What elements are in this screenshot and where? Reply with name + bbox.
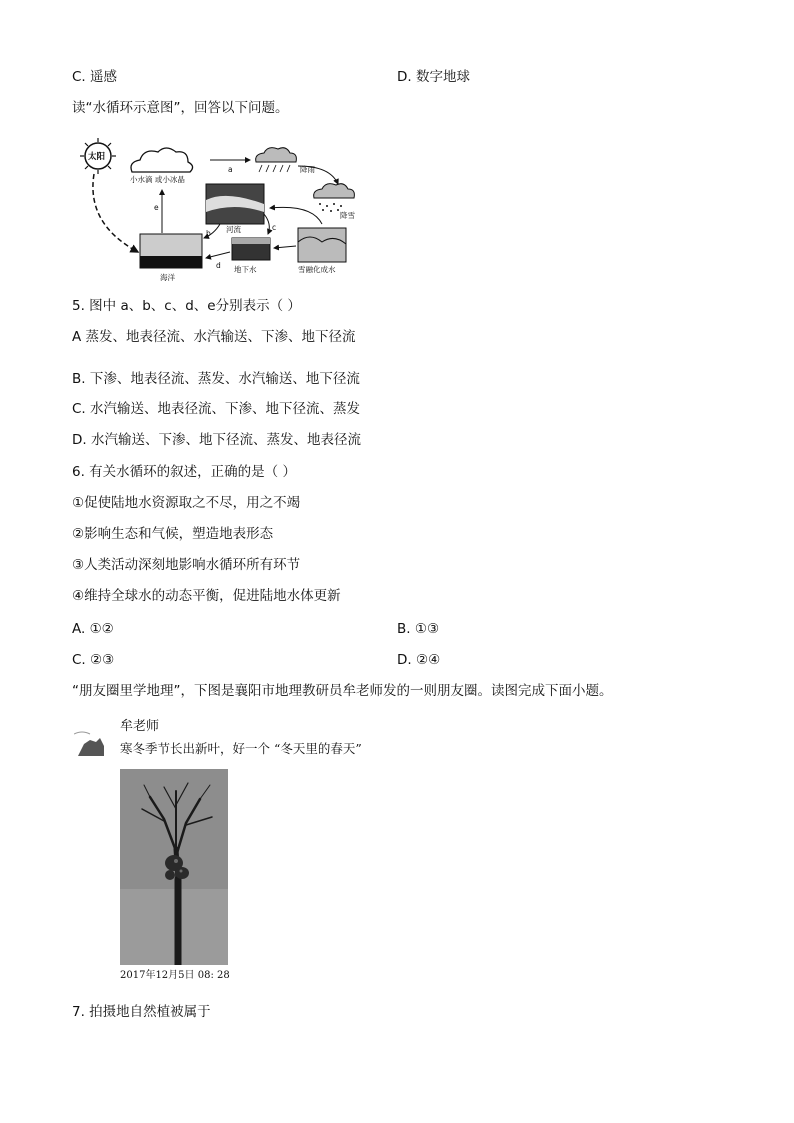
option-d: D. 数字地球 [397,69,470,85]
river-block-icon [206,184,264,224]
water-cycle-intro: 读“水循环示意图”，回答以下问题。 [72,100,289,116]
option-c: C. 遥感 [72,69,118,85]
groundwater-label: 地下水 [234,265,257,274]
q7-stem: 7. 拍摄地自然植被属于 [72,1004,211,1020]
q5-option-d: D. 水汽输送、下渗、地下径流、蒸发、地表径流 [72,432,361,448]
q6-stem: 6. 有关水循环的叙述，正确的是（ ） [72,464,296,480]
snowmelt-label: 雪融化成水 [298,265,336,274]
ocean-block-icon [140,234,202,268]
tree-photo [120,769,228,965]
q6-option-a: A. ①② [72,621,114,637]
river-label: 河流 [226,225,241,234]
arrow-label-c: c [272,223,277,232]
avatar [74,726,108,760]
arrow-label-b: b [206,229,211,238]
moments-intro: “朋友圈里学地理”，下图是襄阳市地理教研员牟老师发的一则朋友圈。读图完成下面小题。 [72,683,613,699]
q6-statement-3: ③人类活动深刻地影响水循环所有环节 [72,557,301,573]
water-cycle-diagram [70,138,360,288]
q6-statement-4: ④维持全球水的动态平衡，促进陆地水体更新 [72,588,341,604]
q6-option-c: C. ②③ [72,652,115,668]
sun-icon [80,138,116,174]
tree-image [120,769,228,965]
post-text: 寒冬季节长出新叶，好一个 “冬天里的春天” [120,741,362,756]
q5-option-c: C. 水汽输送、地表径流、下渗、地下径流、蒸发 [72,401,361,417]
sun-label: 太阳 [88,152,106,162]
author-name: 牟老师 [120,719,160,734]
q5-option-a: A 蒸发、地表径流、水汽输送、下渗、地下径流 [72,329,356,345]
rain-label: 降雨 [300,165,315,174]
arrow-label-e: e [154,203,159,212]
q6-statement-2: ②影响生态和气候，塑造地表形态 [72,526,274,542]
q6-option-d: D. ②④ [397,652,441,668]
post-timestamp: 2017年12月5日 08: 28 [120,970,230,981]
arrow-label-d: d [216,261,221,270]
snow-label: 降雪 [340,211,355,220]
q5-option-b: B. 下渗、地表径流、蒸发、水汽输送、地下径流 [72,371,360,387]
cloud-label: 小水滴 或小冰晶 [130,175,185,184]
q5-stem: 5. 图中 a、b、c、d、e分别表示（ ） [72,298,301,314]
rain-cloud-icon [256,148,297,172]
snow-cloud-icon [314,184,355,212]
snowmelt-block-icon [298,228,346,262]
q6-option-b: B. ①③ [397,621,440,637]
q6-statement-1: ①促使陆地水资源取之不尽，用之不竭 [72,495,301,511]
arrow-label-a: a [228,165,233,174]
ocean-label: 海洋 [160,273,175,282]
groundwater-block-icon [232,238,270,260]
moments-post [70,714,400,994]
cloud-icon [131,148,193,172]
